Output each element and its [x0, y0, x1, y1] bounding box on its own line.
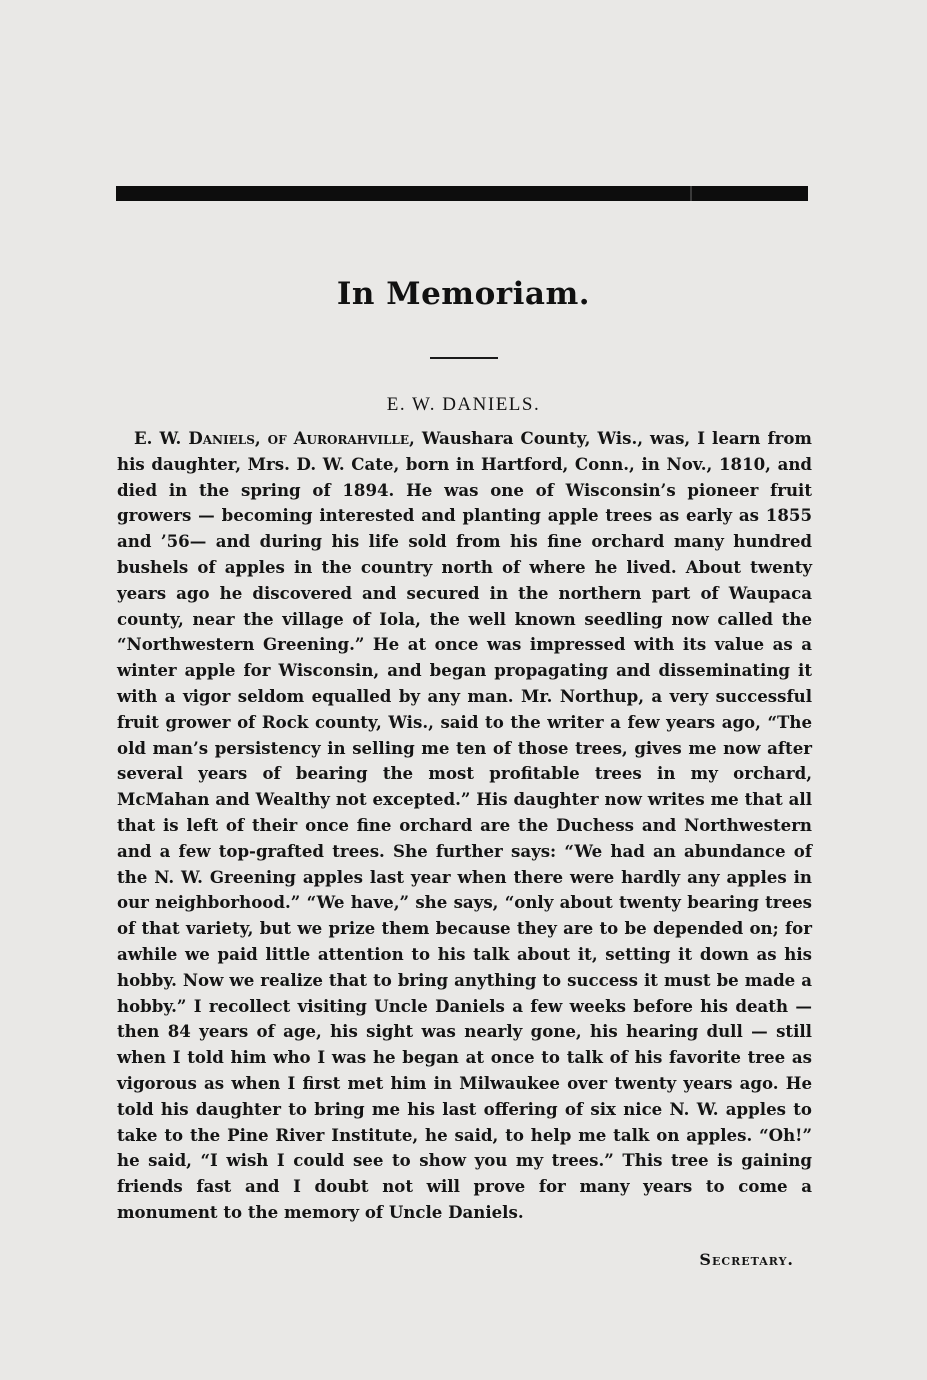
top-decorative-rule — [116, 186, 808, 201]
signature: Secretary. — [699, 1250, 794, 1269]
memorial-paragraph — [117, 426, 812, 1226]
title-divider — [430, 357, 498, 359]
page-title: In Memoriam. — [336, 276, 591, 312]
paragraph-text: Waushara County, Wis., was, I learn from his daughter, Mrs. D. W. Cate, born in Hartford, Conn., in Nov., 1810, and died in the spring of 1894. He was one of Wisconsin’s pioneer fruit growers — becoming interested and planting apple trees as early as 1855 and ’56— and during his life sold from his fine orchard many hundred bushels of apples in the country north of where he lived. About twenty years ago he discovered and secured in the northern part of Waupaca county, near the village of Iola, the well known seedling now called the “Northwestern Greening.” He at once was impressed with its value as a winter apple for Wisconsin, and began propagating and disseminating it with a vigor seldom equalled by any man. Mr. Northup, a very successful fruit grower of Rock county, Wis., said to the writer a few years ago, “The old man’s persistency in selling me ten of those trees, gives me now after several years of bearing the most profitable trees in my orchard, McMahan and Wealthy not excepted.” His daughter now writes me that all that is left of their once fine orchard are the Duchess and Northwestern and a few top-grafted trees. She further says: “We had an abundance of the N. W. Greening apples last year when there were hardly any apples in our neighborhood.” “We have,” she says, “only about twenty bearing trees of that variety, but we prize them because they are to be depended on; for awhile we paid little attention to his talk about it, setting it down as his hobby. Now we realize that to bring anything to success it must be made a hobby.” I recollect visiting Uncle Daniels a few weeks before his death — then 84 years of age, his sight was nearly gone, his hearing dull — still when I told him who I was he began at once to talk of his favorite tree as vigorous as when I first met him in Milwaukee over twenty years ago. He told his daughter to bring me his last offering of six nice N. W. apples to take to the Pine River Institute, he said, to help me talk on apples. “Oh!” he said, “I wish I could see to show you my trees.” This tree is gaining friends fast and I doubt not will prove for many years to come a monument to the memory of Uncle Daniels. — [117, 428, 812, 1222]
name-intro: E. W. Daniels, of Aurorahville, — [134, 428, 415, 448]
memorial-subject: E. W. DANIELS. — [386, 394, 541, 415]
